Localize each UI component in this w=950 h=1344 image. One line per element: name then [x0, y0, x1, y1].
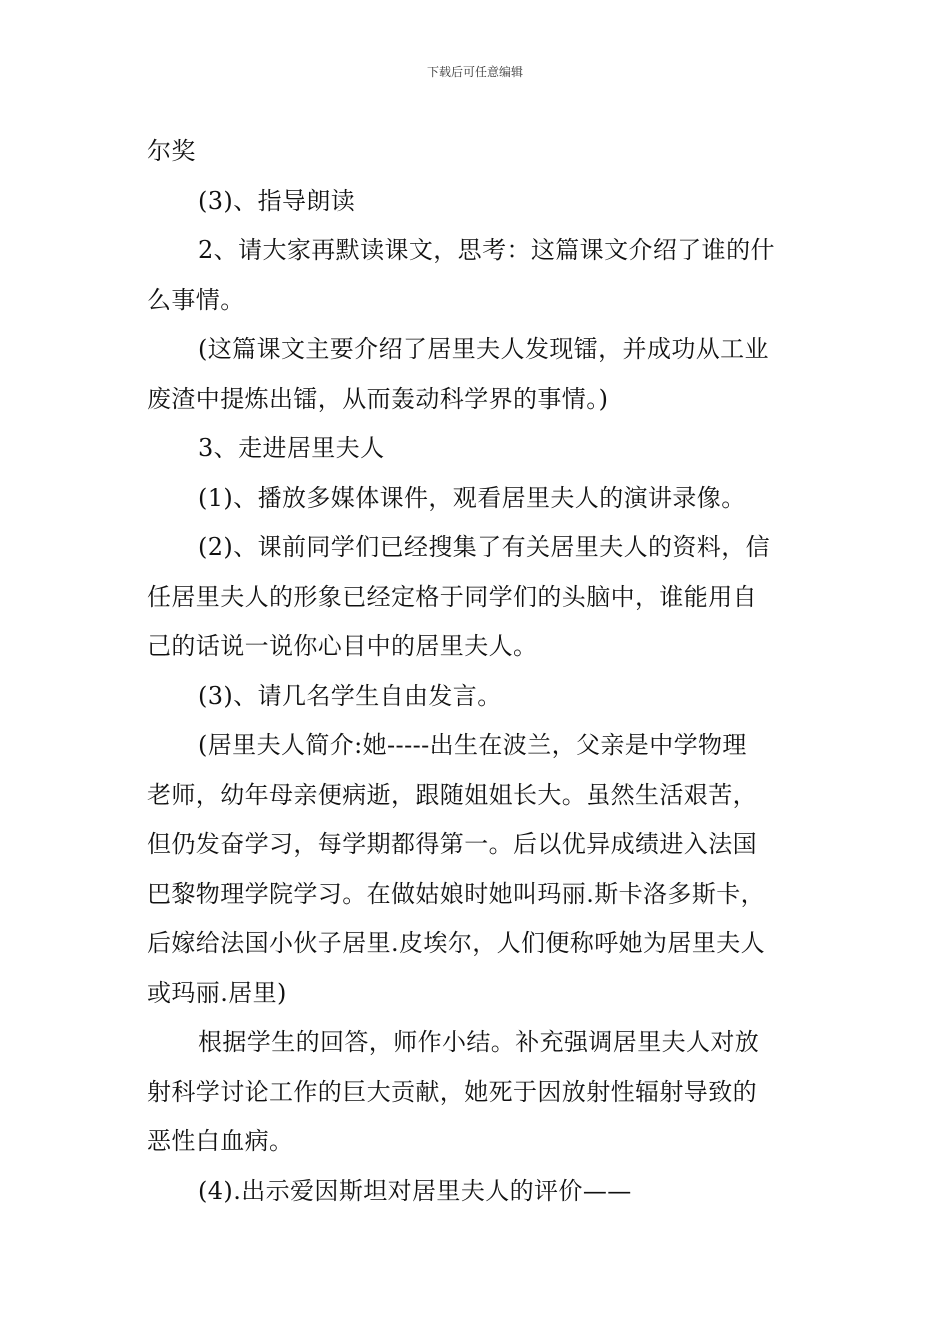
paragraph-line: 巴黎物理学院学习。在做姑娘时她叫玛丽.斯卡洛多斯卡，	[147, 879, 766, 908]
paragraph-line: 3、走进居里夫人	[198, 434, 385, 462]
paragraph-line: (4).出示爱因斯坦对居里夫人的评价——	[198, 1176, 632, 1205]
paragraph-line: (居里夫人简介:她-----出生在波兰，父亲是中学物理	[198, 731, 747, 759]
paragraph	[147, 523, 811, 672]
paragraph-line: (2)、课前同学们已经搜集了有关居里夫人的资料，信	[198, 533, 770, 561]
paragraph-line: 己的话说一说你心目中的居里夫人。	[147, 632, 538, 660]
paragraph-line: (这篇课文主要介绍了居里夫人发现镭，并成功从工业	[198, 335, 769, 363]
paragraph-line: 或玛丽.居里)	[147, 978, 287, 1007]
paragraph	[147, 672, 811, 722]
paragraph-line: (3)、请几名学生自由发言。	[198, 681, 502, 710]
paragraph	[147, 1167, 811, 1217]
paragraph-line: 射科学讨论工作的巨大贡献，她死于因放射性辐射导致的	[147, 1077, 757, 1106]
paragraph-line: 恶性白血病。	[147, 1127, 294, 1155]
paragraph-line: 老师，幼年母亲便病逝，跟随姐姐长大。虽然生活艰苦，	[147, 780, 757, 809]
paragraph	[147, 177, 811, 227]
paragraph-line: 么事情。	[147, 285, 245, 314]
paragraph	[147, 424, 811, 474]
paragraph-line: 2、请大家再默读课文，思考：这篇课文介绍了谁的什	[198, 236, 775, 264]
paragraph-line: 后嫁给法国小伙子居里.皮埃尔，人们便称呼她为居里夫人	[147, 929, 766, 957]
paragraph-line: 根据学生的回答，师作小结。补充强调居里夫人对放	[198, 1028, 760, 1056]
paragraph	[147, 721, 811, 1018]
paragraph	[147, 226, 811, 325]
paragraph-line: (1)、播放多媒体课件，观看居里夫人的演讲录像。	[198, 483, 746, 512]
paragraph	[147, 1018, 811, 1167]
paragraph-line: (3)、指导朗读	[198, 186, 356, 215]
document-body	[147, 127, 811, 1216]
paragraph	[147, 325, 811, 424]
paragraph-line: 但仍发奋学习，每学期都得第一。后以优异成绩进入法国	[147, 830, 757, 858]
paragraph-line: 废渣中提炼出镭，从而轰动科学界的事情。)	[147, 384, 609, 413]
paragraph-line: 任居里夫人的形象已经定格于同学们的头脑中，谁能用自	[147, 582, 757, 611]
paragraph	[147, 474, 811, 524]
paragraph	[147, 127, 811, 177]
paragraph-line: 尔奖	[147, 137, 196, 165]
page-header: 下载后可任意编辑	[426, 65, 523, 79]
